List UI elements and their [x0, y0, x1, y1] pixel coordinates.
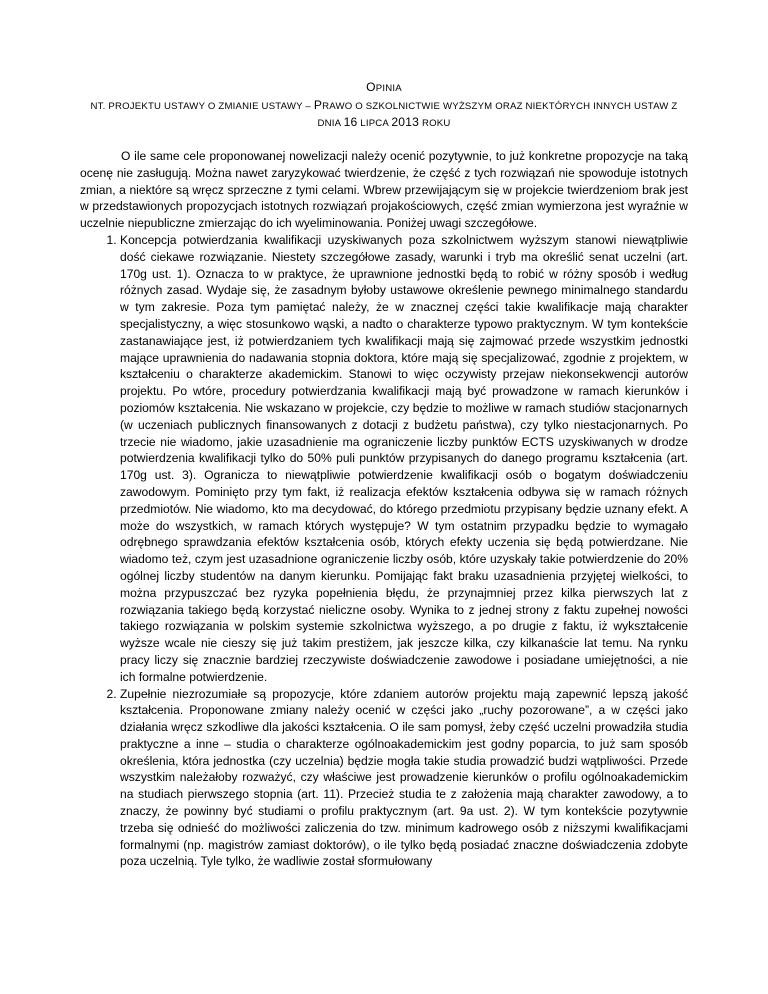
remarks-list	[80, 232, 688, 870]
subtitle2-part-c: ROKU	[419, 118, 451, 129]
subtitle2-year: 2013	[391, 115, 420, 129]
subtitle2-part-a: DNIA	[317, 118, 344, 129]
list-item: 1. Koncepcja potwierdzania kwalifikacji uzyskiwanych poza szkolnictwem wyższym stanowi niewątpliwie dość ciekawe rozwiązanie. Niestety szczegółowe zasady, warunki i tryb ma określić senat uczelni (art. 170g ust. 1). Oznacza to w praktyce, że uprawnione jednostki będą to robić w różny sposób i według różnych zasad. Wydaje się, że zasadnym byłoby ustawowe określenie pewnego minimalnego standardu w tym zakresie. Poza tym pamiętać należy, że w znacznej części takie kwalifikacje mają charakter specjalistyczny, a więc stosunkowo wąski, a nadto o charakterze typowo praktycznym. W tym kontekście zastanawiające jest, iż potwierdzaniem tych kwalifikacji mają się zajmować przede wszystkim jednostki mające uprawnienia do nadawania stopnia doktora, które mają się specjalizować, zgodnie z projektem, w kształceniu o charakterze akademickim. Stanowi to więc oczywisty przejaw niekonsekwencji autorów projektu. Po wtóre, procedury potwierdzania kwalifikacji mają być prowadzone w ramach kierunków i poziomów kształcenia. Nie wskazano w projekcie, czy będzie to możliwe w ramach studiów stacjonarnych (w uczeniach publicznych finansowanych z dotacji z budżetu państwa), czy tylko niestacjonarnych. Po trzecie nie wiadomo, jakie uzasadnienie ma ograniczenie liczby punktów ECTS uzyskiwanych w drodze potwierdzenia kwalifikacji tylko do 50% puli punktów przypisanych do danego programu kształcenia (art. 170g ust. 3). Ogranicza to niewątpliwie potwierdzenie kwalifikacji osób o bogatym doświadczeniu zawodowym. Pominięto przy tym fakt, iż realizacja efektów kształcenia odbywa się w ramach różnych przedmiotów. Nie wiadomo, kto ma decydować, do którego przedmiotu przypisany będzie uznany efekt. A może do wszystkich, w ramach których występuje? W tym ostatnim przypadku będzie to wymagało odrębnego sprawdzania efektów kształcenia osób, których efekty uczenia się będą potwierdzane. Nie wiadomo też, czym jest uzasadnione ograniczenie liczby osób, które uzyskały takie potwierdzenie do 20% ogólnej liczby studentów na danym kierunku. Pomijając fakt braku uzasadnienia przyjętej wielkości, to można przypuszczać bez ryzyka popełnienia błędu, że przynajmniej przez kilka pierwszych lat z rozwiązania takiego będą korzystać nieliczne osoby. Wynika to z jednej strony z faktu zupełnej nowości takiego rozwiązania w polskim systemie szkolnictwa wyższego, a po drugie z faktu, iż wykształcenie wyższe wcale nie cieszy się już takim prestiżem, jak jeszcze kilka, czy kilkanaście lat temu. Na rynku pracy liczy się znacznie bardziej rzeczywiste doświadczenie zawodowe i posiadane umiejętności, a nie ich formalne potwierdzenie.	[120, 232, 688, 686]
document-body	[80, 148, 688, 870]
list-item: 2. Zupełnie niezrozumiałe są propozycje, które zdaniem autorów projektu mają zapewnić lepszą jakość kształcenia. Proponowane zmiany należy ocenić w części jako „ruchy pozorowane”, a w części jako działania wręcz szkodliwe dla jakości kształcenia. O ile sam pomysł, żeby część uczelni prowadziła studia praktyczne a inne – studia o charakterze ogólnoakademickim jest godny poparcia, to już sam sposób określenia, która jednostka (czy uczelnia) będzie mogła takie studia prowadzić budzi wątpliwości. Przede wszystkim należałoby rozważyć, czy właściwe jest prowadzenie kierunków o profilu ogólnoakademickim na studiach pierwszego stopnia (art. 11). Przecież studia te z założenia mają charakter zawodowy, a to znaczy, że powinny być studiami o profilu praktycznym (art. 9a ust. 2). W tym kontekście pozytywnie trzeba się odnieść do możliwości zaliczenia do tzw. minimum kadrowego osób z niższymi kwalifikacjami formalnymi (np. magistrów zamiast doktorów), o ile tylko będą posiadać znaczne doświadczenia zdobyte poza uczelnią. Tyle tylko, że wadliwie został sformułowany	[120, 686, 688, 871]
subtitle2-part-b: LIPCA	[357, 118, 392, 129]
title-rest: PINIA	[375, 83, 402, 94]
subtitle2-day: 16	[343, 115, 358, 129]
subtitle1-capital: P	[313, 98, 323, 112]
subtitle1-part-b: RAWO O SZKOLNICTWIE WYŻSZYM ORAZ NIEKTÓRYCH INNYCH USTAW Z	[322, 101, 678, 112]
intro-paragraph: O ile same cele proponowanej nowelizacji należy ocenić pozytywnie, to już konkretne propozycje na taką ocenę nie zasługują. Można nawet zaryzykować twierdzenie, że część z tych rozwiązań nie spowoduje istotnych zmian, a niektóre są wręcz sprzeczne z tymi celami. Wbrew przewijającym się w projekcie twierdzeniom brak jest w przedstawionych propozycjach istotnych rozwiązań projakościowych, część zmian wymierzona jest wyraźnie w uczelnie niepubliczne zmierzając do ich wyeliminowania. Poniżej uwagi szczegółowe.	[80, 149, 688, 231]
subtitle1-part-a: NT. PROJEKTU USTAWY O ZMIANIE USTAWY –	[90, 101, 314, 112]
title-initial: O	[366, 80, 376, 94]
document-subtitle-line1	[80, 97, 688, 116]
document-subtitle-line2	[80, 114, 688, 133]
document-title	[0, 79, 768, 98]
